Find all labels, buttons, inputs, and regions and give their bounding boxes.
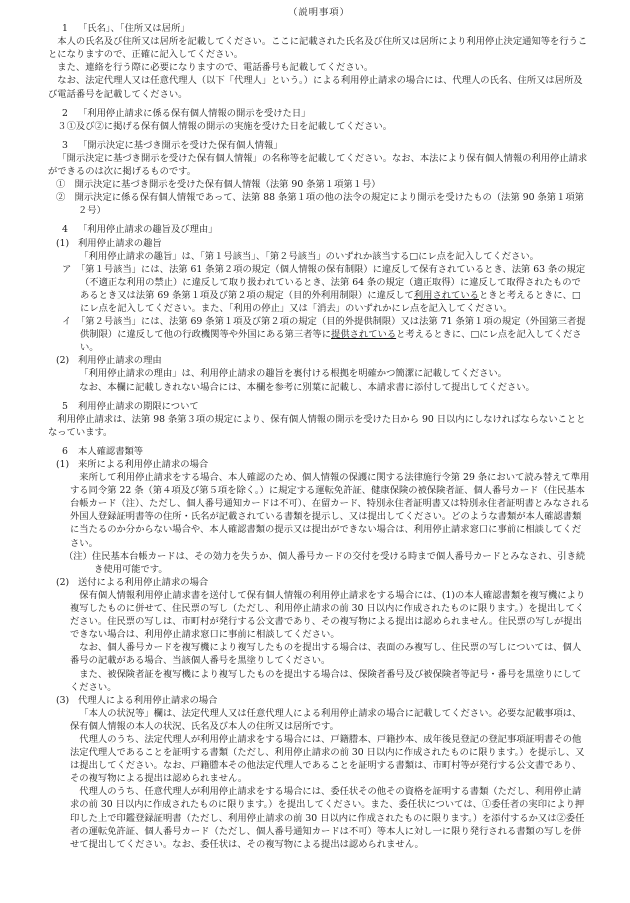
paragraph: また、連絡を行う際に必要になりますので、電話番号も記載してください。	[57, 62, 374, 74]
section-number: 5	[62, 400, 68, 412]
subsection-label: (1)	[56, 237, 70, 249]
section-number: 4	[62, 224, 68, 236]
section-3-heading	[48, 139, 590, 152]
document-title: （説明事項）	[288, 7, 350, 18]
section-2	[48, 107, 590, 133]
item-text: 開示決定に係る保有個人情報であって、法第 88 条第１項の他の法令の規定により開示を受けたもの（法第 90 条第１項第２号）	[74, 192, 584, 217]
section-2-heading	[48, 107, 590, 120]
section-title: 「氏名」、「住所又は居所」	[78, 23, 190, 35]
subsection-label: (2)	[56, 576, 70, 588]
item-label: イ	[62, 316, 72, 328]
list-item	[48, 315, 590, 354]
note-text: 住民基本台帳カードは、その効力を失うか、個人番号カードの交付を受ける時まで個人番号カードとみなされ、引き続き使用可能です。	[91, 550, 586, 575]
item-text: 「第１号該当」には、法第 61 条第２項の規定（個人情報の保有制限）に違反して保有されているとき、法第 63 条の規定（不適正な利用の禁止）に違反して取り扱われているとき、法第 64 条の規定（適正取得）に違反して取得されたものであるとき又は法第 69 条第１項及び第２項の規定（目的外利用制限）に違反して	[80, 263, 586, 301]
paragraph: 「本人の状況等」欄は、法定代理人又は任意代理人による利用停止請求の場合に記載してください。必要な記載事項は、保有個人情報の本人の状況、氏名及び本人の住所又は居所です。	[70, 707, 582, 732]
paragraph: 利用停止請求は、法第 98 条第３項の規定により、保有個人情報の開示を受けた日から 90 日以内にしなければならないこととなっています。	[48, 413, 586, 438]
section-title: 本人確認書類等	[78, 445, 144, 457]
item-text: 「第２号該当」には、法第 69 条第１項及び第２項の規定（目的外提供制限）又は法第 71 条第１項の規定（外国第三者提供制限）に違反して他の行政機関等や外国にある第三者等に	[80, 316, 586, 341]
section-4-heading	[48, 223, 590, 236]
paragraph: 本人の氏名及び住所又は居所を記載してください。ここに記載された氏名及び住所又は居所により利用停止決定通知等を行うことになりますので、正確に記入してください。	[48, 36, 588, 61]
list-item	[48, 191, 590, 217]
subsection-heading	[48, 354, 590, 367]
item-text: ときと考えるときに、□にレ点を記入してください。また、「利用の停止」又は「消去」のいずれかにレ点を記入してください。	[80, 289, 581, 314]
subsection-heading	[48, 694, 590, 707]
subsection-label: (1)	[56, 459, 70, 470]
underlined-text: 提供されている	[331, 329, 397, 341]
section-number: 2	[62, 107, 68, 119]
subsection-label: (2)	[56, 355, 70, 367]
item-label: ①	[56, 179, 66, 191]
section-number: 3	[62, 139, 68, 151]
section-1-heading	[48, 22, 590, 35]
section-6	[48, 445, 590, 851]
section-6-heading	[48, 445, 590, 458]
paragraph: 代理人のうち、任意代理人が利用停止請求をする場合には、委任状その他その資格を証明する書類（ただし、利用停止請求の前 30 日以内に作成されたものに限ります。）を提出してください。また、委任状については、①委任者の実印により押印した上で印鑑登録証明書（ただし、利用停止請求の前 30 日以内に作成されたものに限ります。）を添付するか又は②委任者の運転免許証、個人番号カード（ただし、個人番号通知カードは不可）等本人に対し一に限り発行される書類の写しを併せて提出してください。なお、委任状は、その複写物による提出は認められません。	[70, 786, 585, 850]
paragraph: 来所して利用停止請求をする場合、本人確認のため、個人情報の保護に関する法律施行令第 29 条において読み替えて準用する同令第 22 条（第４項及び第５項を除く。）に規定する運転免許証、健康保険の被保険者証、個人番号カード（住民基本台帳カード（注）、ただし、個人番号通知カードは不可）、在留カード、特別永住者証明書又は特別永住者証明書とみなされる外国人登録証明書等の住所・氏名が記載されている書類を提示し、又は提出してください。どのような書類が本人確認書類に当たるのか分からない場合や、本人確認書類の提示又は提出ができない場合は、利用停止請求窓口に事前に相談してください。	[70, 472, 590, 549]
item-text: 開示決定に基づき開示を受けた保有個人情報（法第 90 条第１項第１号）	[74, 179, 381, 191]
paragraph: また、被保険者証を複写機により複写したものを提出する場合は、保険者番号及び被保険者等記号・番号を黒塗りにしてください。	[70, 668, 582, 693]
paragraph: なお、法定代理人又は任意代理人（以下「代理人」という。）による利用停止請求の場合には、代理人の氏名、住所又は居所及び電話番号を記載してください。	[48, 75, 583, 100]
section-title: 「利用停止請求の趣旨及び理由」	[78, 224, 218, 236]
paragraph: なお、個人番号カードを複写機により複写したものを提出する場合は、表面のみ複写し、住民票の写しについては、個人番号の記載がある場合、当該個人番号を黒塗りしてください。	[70, 642, 582, 667]
section-4	[48, 223, 590, 393]
underlined-text: 利用されている	[413, 289, 479, 301]
subsection-label: (3)	[56, 694, 70, 706]
item-label: ア	[62, 263, 72, 275]
subsection-title: 送付による利用停止請求の場合	[78, 576, 209, 588]
section-5	[48, 400, 590, 439]
paragraph: 「利用停止請求の理由」は、利用停止請求の趣旨を裏付ける根拠を明確かつ簡潔に記載してください。	[79, 368, 507, 380]
item-label: ②	[56, 192, 66, 204]
note-label: （注）	[64, 550, 92, 562]
section-5-heading	[48, 400, 590, 413]
subsection-title: 代理人による利用停止請求の場合	[78, 694, 218, 706]
subsection-title: 来所による利用停止請求の場合	[78, 459, 209, 470]
section-title: 「開示決定に基づき開示を受けた保有個人情報」	[78, 139, 283, 151]
paragraph: 代理人のうち、法定代理人が利用停止請求をする場合には、戸籍謄本、戸籍抄本、成年後見登記の登記事項証明書その他法定代理人であることを証明する書類（ただし、利用停止請求の前 30 日以内に作成されたものに限ります。）を提示し、又は提出してください。なお、戸籍謄本その他法定代理人であることを証明する書類は、市町村等が発行する公文書であり、その複写物による提出は認められません。	[70, 733, 585, 785]
subsection-heading	[48, 576, 590, 589]
subsection-heading	[48, 237, 590, 250]
paragraph: 保有個人情報利用停止請求書を送付して保有個人情報の利用停止請求をする場合には、(1)の本人確認書類を複写機により複写したものに併せて、住民票の写し（ただし、利用停止請求の前 30 日以内に作成されたものに限ります。）を提出してください。住民票の写しは、市町村が発行する公文書であり、その複写物による提出は認められません。住民票の写しが提出できない場合は、利用停止請求窓口に事前に相談してください。	[70, 589, 586, 641]
section-title: 「利用停止請求に係る保有個人情報の開示を受けた日」	[78, 107, 311, 119]
subsection-title: 利用停止請求の理由	[78, 355, 162, 367]
section-1	[48, 22, 590, 101]
paragraph: 「利用停止請求の趣旨」は、「第１号該当」、「第２号該当」のいずれか該当する□にレ点を記入してください。	[79, 250, 539, 262]
item-text: と考えるときに、□にレ点を記入してください。	[80, 329, 582, 354]
list-item	[48, 263, 590, 315]
subsection-title: 利用停止請求の趣旨	[78, 237, 162, 249]
paragraph: ３①及び②に掲げる保有個人情報の開示の実施を受けた日を記載してください。	[57, 120, 392, 132]
section-number: 6	[62, 445, 68, 457]
paragraph: 「開示決定に基づき開示を受けた保有個人情報」の名称等を記載してください。なお、本法により保有個人情報の利用停止請求ができるのは次に掲げるものです。	[48, 152, 588, 178]
footnote	[48, 550, 590, 576]
subsection-heading	[48, 458, 590, 471]
section-title: 利用停止請求の期限について	[78, 400, 199, 412]
paragraph: なお、本欄に記載しきれない場合には、本欄を参考に別葉に記載し、本請求書に添付して提出してください。	[79, 381, 535, 393]
section-3	[48, 139, 590, 218]
section-number: 1	[62, 23, 68, 35]
list-item	[48, 178, 590, 191]
